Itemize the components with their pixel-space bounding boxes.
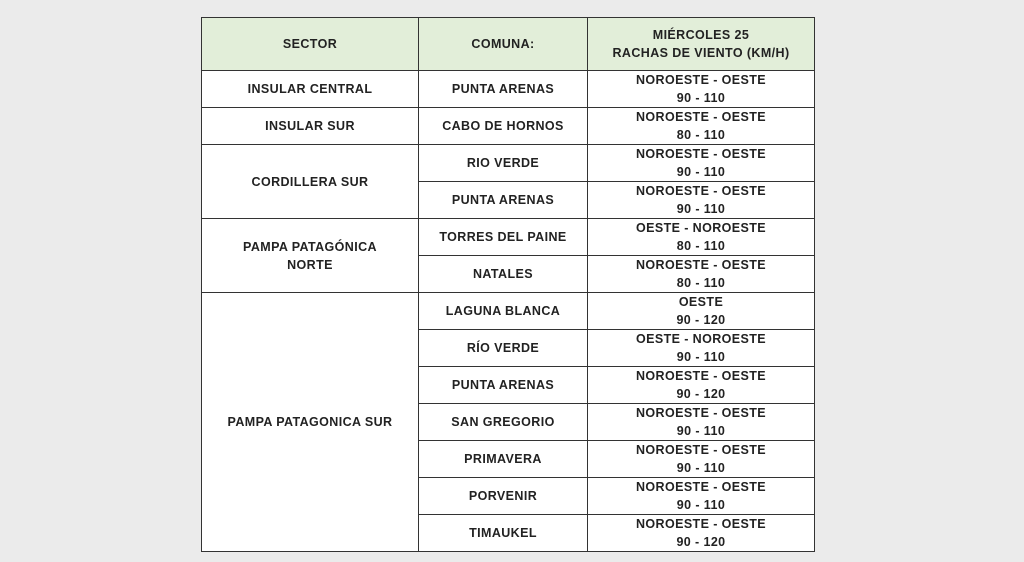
header-comuna: COMUNA: [419, 18, 588, 71]
wind-cell [588, 256, 815, 293]
sector-name: INSULAR SUR [265, 119, 355, 133]
sector-cell [202, 145, 419, 219]
header-row [202, 18, 815, 71]
sector-name: NORTE [287, 257, 333, 272]
wind-speed-range: 90 - 110 [676, 498, 726, 512]
wind-direction: NOROESTE - OESTE [635, 147, 767, 161]
comuna-cell: CABO DE HORNOS [419, 108, 588, 145]
wind-cell [588, 515, 815, 552]
wind-speed-range: 80 - 110 [676, 128, 726, 142]
sector-cell [202, 71, 419, 108]
comuna-cell: PUNTA ARENAS [419, 182, 588, 219]
wind-speed-range: 90 - 110 [676, 350, 726, 364]
table-row [202, 219, 815, 256]
comuna-cell: TORRES DEL PAINE [419, 219, 588, 256]
wind-direction: NOROESTE - OESTE [635, 73, 767, 87]
wind-cell [588, 478, 815, 515]
wind-direction: NOROESTE - OESTE [635, 184, 767, 198]
wind-speed-range: 90 - 110 [676, 202, 726, 216]
header-sector: SECTOR [202, 18, 419, 71]
comuna-cell: RÍO VERDE [419, 330, 588, 367]
header-day: MIÉRCOLES 25 [652, 28, 750, 42]
table-row [202, 293, 815, 330]
wind-speed-range: 90 - 110 [676, 424, 726, 438]
comuna-cell: NATALES [419, 256, 588, 293]
header-gusts [588, 18, 815, 71]
wind-speed-range: 80 - 110 [676, 276, 726, 290]
wind-direction: NOROESTE - OESTE [635, 369, 767, 383]
sector-cell [202, 108, 419, 145]
wind-cell [588, 71, 815, 108]
wind-direction: NOROESTE - OESTE [635, 480, 767, 494]
wind-cell [588, 330, 815, 367]
table-row [202, 108, 815, 145]
wind-direction: OESTE - NOROESTE [635, 332, 767, 346]
wind-cell [588, 293, 815, 330]
wind-gust-table [201, 17, 815, 552]
wind-speed-range: 90 - 120 [676, 387, 726, 401]
comuna-cell: TIMAUKEL [419, 515, 588, 552]
wind-cell [588, 367, 815, 404]
wind-cell [588, 441, 815, 478]
sector-name: PAMPA PATAGONICA SUR [227, 415, 393, 429]
table-row [202, 71, 815, 108]
wind-speed-range: 80 - 110 [676, 239, 726, 253]
table-body [202, 71, 815, 552]
comuna-cell: RIO VERDE [419, 145, 588, 182]
comuna-cell: PORVENIR [419, 478, 588, 515]
wind-cell [588, 219, 815, 256]
wind-speed-range: 90 - 110 [676, 461, 726, 475]
sector-cell [202, 219, 419, 293]
wind-direction: NOROESTE - OESTE [635, 110, 767, 124]
wind-cell [588, 145, 815, 182]
wind-direction: NOROESTE - OESTE [635, 443, 767, 457]
wind-speed-range: 90 - 120 [676, 313, 726, 327]
wind-speed-range: 90 - 110 [676, 91, 726, 105]
sector-name: CORDILLERA SUR [251, 174, 369, 189]
comuna-cell: PUNTA ARENAS [419, 71, 588, 108]
wind-direction: NOROESTE - OESTE [635, 517, 767, 531]
comuna-cell: SAN GREGORIO [419, 404, 588, 441]
wind-cell [588, 108, 815, 145]
wind-cell [588, 404, 815, 441]
sector-cell [202, 293, 419, 552]
wind-direction: OESTE - NOROESTE [635, 221, 767, 235]
sector-name: INSULAR CENTRAL [247, 82, 373, 96]
comuna-cell: PUNTA ARENAS [419, 367, 588, 404]
sector-name: PAMPA PATAGÓNICA [243, 239, 377, 254]
wind-cell [588, 182, 815, 219]
wind-direction: NOROESTE - OESTE [635, 406, 767, 420]
wind-speed-range: 90 - 110 [676, 165, 726, 179]
comuna-cell: PRIMAVERA [419, 441, 588, 478]
wind-speed-range: 90 - 120 [676, 535, 726, 549]
header-gusts-label: RACHAS DE VIENTO (KM/H) [612, 46, 790, 60]
wind-direction: NOROESTE - OESTE [635, 258, 767, 272]
comuna-cell: LAGUNA BLANCA [419, 293, 588, 330]
wind-direction: OESTE [678, 295, 724, 309]
table-row [202, 145, 815, 182]
